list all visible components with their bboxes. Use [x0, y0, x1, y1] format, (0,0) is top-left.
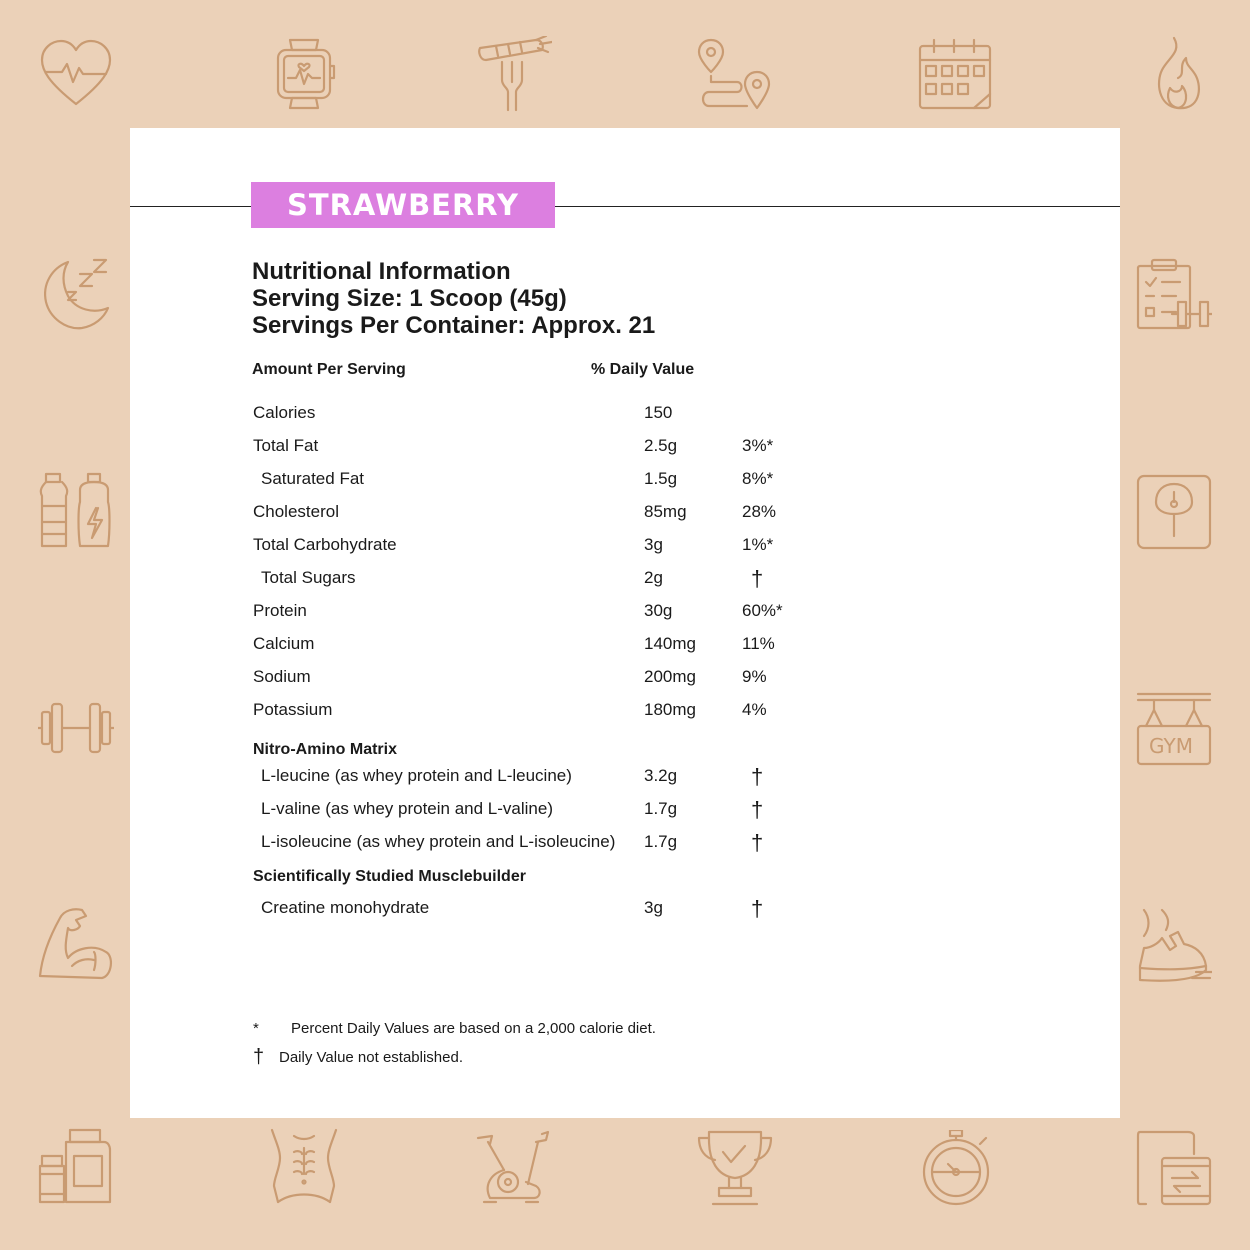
sleep-moon-icon: [38, 256, 114, 332]
ingredient-row: [253, 799, 953, 825]
running-shoe-icon: [1136, 908, 1212, 984]
nutrient-name: Sodium: [253, 667, 311, 686]
dagger-mark: †: [751, 566, 764, 591]
flavor-badge: STRAWBERRY: [251, 182, 555, 228]
nutrient-name: Total Carbohydrate: [253, 535, 397, 554]
flexed-arm-icon: [38, 906, 114, 982]
nutrient-daily-value: 60%*: [742, 601, 783, 620]
nutrient-amount: 2g: [644, 568, 663, 587]
nutrient-amount: 150: [644, 403, 673, 422]
gym-sign-icon: [1136, 690, 1212, 766]
nutrient-row: [253, 403, 953, 429]
smartwatch-icon: [266, 36, 342, 112]
ingredient-name: Creatine monohydrate: [261, 898, 430, 917]
nutrition-heading: [252, 258, 655, 339]
dumbbell-icon: [38, 690, 114, 766]
builder-section-title: Scientifically Studied Musclebuilder: [253, 868, 526, 885]
scale-icon: [1136, 474, 1212, 550]
nutrient-daily-value: 9%: [742, 667, 767, 686]
tablet-sync-icon: [1136, 1130, 1212, 1206]
dagger-mark: †: [751, 896, 764, 921]
nutrient-amount: 2.5g: [644, 436, 678, 455]
nutrient-row: [253, 700, 953, 726]
amino-section-title: Nitro-Amino Matrix: [253, 741, 397, 758]
nutrient-row: [253, 502, 953, 528]
dagger-mark: †: [751, 797, 764, 822]
nutrient-row: [253, 634, 953, 660]
daily-value-column-header: % Daily Value: [591, 361, 695, 378]
footnote-dagger-text: Daily Value not established.: [279, 1049, 463, 1066]
nutrient-row: [253, 601, 953, 627]
nutrient-row: [253, 568, 953, 594]
ingredient-name: L-valine (as whey protein and L-valine): [261, 799, 553, 818]
heading-title: Nutritional Information: [252, 258, 511, 285]
nutrition-card: [130, 128, 1120, 1118]
ingredient-row: [253, 766, 953, 792]
supplement-jars-icon: [38, 1128, 114, 1204]
nutrient-name: Total Fat: [253, 436, 319, 455]
ingredient-name: L-isoleucine (as whey protein and L-isoleucine): [261, 832, 616, 851]
ingredient-amount: 1.7g: [644, 832, 678, 851]
nutrient-daily-value: 3%*: [742, 436, 774, 455]
calendar-icon: [918, 38, 994, 114]
nutrient-name: Calcium: [253, 634, 315, 653]
nutrient-amount: 3g: [644, 535, 663, 554]
dagger-mark: †: [751, 764, 764, 789]
heart-pulse-icon: [38, 38, 114, 114]
nutrient-name: Saturated Fat: [261, 469, 365, 488]
ingredient-amount: 1.7g: [644, 799, 678, 818]
nutrient-amount: 140mg: [644, 634, 696, 653]
stopwatch-icon: [918, 1130, 994, 1206]
nutrient-name: Total Sugars: [261, 568, 356, 587]
ingredient-name: L-leucine (as whey protein and L-leucine): [261, 766, 572, 785]
footnote-star-symbol: *: [253, 1020, 259, 1037]
nutrient-daily-value: 4%: [742, 700, 767, 719]
svg-text:GYM: GYM: [1149, 734, 1193, 758]
nutrient-row: [253, 469, 953, 495]
footnote-star-text: Percent Daily Values are based on a 2,000 calorie diet.: [291, 1020, 656, 1037]
nutrient-amount: 85mg: [644, 502, 687, 521]
nutrient-name: Potassium: [253, 700, 333, 719]
nutrient-amount: 1.5g: [644, 469, 678, 488]
nutrient-amount: 200mg: [644, 667, 696, 686]
dagger-mark: †: [751, 830, 764, 855]
nutrient-daily-value: 1%*: [742, 535, 774, 554]
ingredient-row: [253, 898, 953, 924]
nutrient-name: Calories: [253, 403, 316, 422]
nutrient-row: [253, 436, 953, 462]
nutrient-name: Protein: [253, 601, 307, 620]
servings-per-container: Servings Per Container: Approx. 21: [252, 312, 656, 339]
abs-torso-icon: [266, 1128, 342, 1204]
water-bottles-icon: [38, 472, 114, 548]
clipboard-dumbbell-icon: [1136, 256, 1212, 332]
amount-column-header: Amount Per Serving: [252, 361, 406, 378]
nutrient-amount: 30g: [644, 601, 673, 620]
footnote-dagger: [253, 1046, 463, 1069]
nutrient-amount: 180mg: [644, 700, 696, 719]
ingredient-amount: 3g: [644, 898, 663, 917]
serving-size: Serving Size: 1 Scoop (45g): [252, 285, 567, 312]
exercise-bike-icon: [476, 1130, 552, 1206]
nutrient-daily-value: 8%*: [742, 469, 774, 488]
route-pin-icon: [697, 38, 773, 114]
nutrient-daily-value: 11%: [742, 634, 775, 653]
trophy-icon: [697, 1130, 773, 1206]
footnote-star: [253, 1020, 656, 1037]
nutrient-daily-value: 28%: [742, 502, 777, 521]
flame-icon: [1138, 36, 1214, 112]
nutrient-row: [253, 535, 953, 561]
ingredient-amount: 3.2g: [644, 766, 678, 785]
nutrient-row: [253, 667, 953, 693]
carrot-fork-icon: [476, 36, 552, 112]
ingredient-row: [253, 832, 953, 858]
footnote-dagger-symbol: †: [253, 1046, 265, 1068]
nutrient-name: Cholesterol: [253, 502, 339, 521]
